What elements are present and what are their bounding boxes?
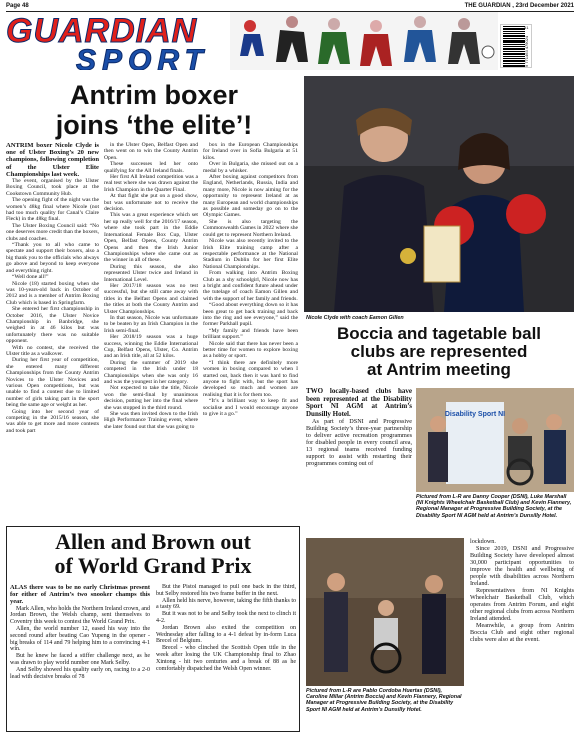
publication-date: THE GUARDIAN , 23rd December 2021 bbox=[464, 3, 574, 9]
barcode-issue: 51 bbox=[524, 25, 529, 30]
antrim-column-3: box in the European Championships for Ireland over in Sofia Bulgaria at 51 kilos. Over in Bulgaria, she missed out on a medal by a whisker. After boxing against competitors from England, Netherlands, Russia, India and many more, Nicole is now aiming for the opportunity to represent Ireland at as many European and world championships as possible and someday go on to the Olympic Games. She is also targeting the Commonwealth Games in 2022 where she could get to represent Northern Ireland. Nicole was also recently invited to the Irish Elite training camp after a respectable performance at the National Stadium in Dublin for her first Elite National Championships. From walking into Antrim Boxing Club as a shy schoolgirl, Nicole now has a bright and confident future ahead under the tutelage of coach Eamon Gillen and with the support of her family and friends. “Good about everything down so it has been great to get back training and back into the ring and see everyone,” said the former Parkhall pupil. “My family and friends have been brilliant support.” Nicole said that there has never been a better time for women to explore boxing as a hobby or sport. “I think there are definitely more women in boxing compared to when I started out, back then it was hard to find anyone to fight with, but the sport has developed so much and women are realising that it is for them too. “It’s a brilliant way to keep fit and socialise and I would encourage anyone to give it a go.” bbox=[203, 142, 298, 418]
boccia-photo-2-caption: Pictured from L-R are Pablo Cordoba Huertas (DSNI), Caroline Millar (Antrim Boccia) and Kevin Flannery, Regional Manager at Progressive Building Society, at the Disability Sport NI AGM held at Antrim’s Dunsilly Hotel. bbox=[306, 688, 462, 713]
antrim-column-2: in the Ulster Open, Belfast Open and then went on to win the County Antrim Open. These successes led her onto qualifying for the All Ireland finals. Her first All Ireland competition was a real test where she was drawn against the Irish Champion in the Quarter Final. At that fight she put on a good show, but was unfortunate not to receive the decision. This was a great experience which set her up really well for the 2016/17 season, where she took part in the Eddie International Female Box Cup, Ulster Open, Belfast Opens, County Antrim Opens and then the Irish Junior Championships where she came out as the winner in all of these. During this season, she also represented Ulster twice and Ireland in International Level. Her 2017/18 season was no test successful, but she still came away with titles in the Belfast Opens and claimed the titles at both the County Antrim and Ulster Championships. In that season, Nicole was unfortunate to be beaten by an Irish Champion in the Irish semi-final. Her 2018/19 season was a huge success, winning the Eddie International Cup, Belfast Opens, Ulster, Co. Antrim and an Irish title, all at 52 kilos. During the summer of 2019 she competed in the Irish under 18 Championships when she was only 16 and was the youngest in her category. Not expected to take the title, Nicole won the semi-final by unanimous decision, putting her into the final where she was stopped in the third round. She was then invited down to the Irish High Performance Training event, where she later found out that she was going to bbox=[104, 142, 198, 430]
antrim-column-1: ANTRIM boxer Nicole Clyde is one of Ulster Boxing’s 20 new champions, following completion of the Ulster Elite Championships last week. The event, organised by the Ulster Boxing Council, took place at the Cookstown Community Hub. The opening fight of the night was the women’s 48kg final where Nicole (not had too much quality for Canal’s Claire Fleck) in the 48kg final. The Ulster Boxing Council said: “No one deserves more credit than the boxers, clubs and coaches. “Thank you to all who came to spectate and support their boxers, also a big thank you to the officials who always go above and beyond to keep everyone and everything right. “Well done all!” Nicole (18) started boxing when she was 10-years-old back in October of 2012 and is a member of Antrim Boxing Club which is based in Springfarm. She entered her first championship in October 2016, the Ulster Novice Championship in Banbridge, she weighed in at 46 kilos but was unfortunately there was no suitable opponent. With no contest, she received the Ulster title as a walkover. During her first year of competition, she entered many different Championships from the County Antrim Novices to the Ulster Novices and various Open competitions, but was unable to find a contest due to limited number of girls taking part in the sport being the same age or weight as her. Going into her second year of competing in the 2015/16 season, she was able to get more and more contests and took part bbox=[6, 142, 99, 434]
boccia-group-photo-image bbox=[306, 538, 464, 686]
boccia-photo-2 bbox=[306, 538, 464, 686]
barcode bbox=[500, 24, 532, 68]
barcode-digits: 9 771463 479024 bbox=[524, 35, 529, 67]
page-number: Page 48 bbox=[6, 3, 29, 9]
group-photo-image bbox=[416, 388, 574, 492]
banner-text: Disability Sport NI bbox=[444, 411, 506, 418]
boccia-column-2: lockdown. Since 2019, DSNI and Progressive Building Society have developed almost 30,000 participant opportunities to improve the health and wellbeing of people with disabilities across Northern Ireland. Representatives from NI Knights Wheelchair Basketball Club, which operates from Antrim Forum, and eight other regional clubs from across Northern Ireland attended. Meanwhile, a group from Antrim Boccia Club and eight other regional clubs were also at the event. bbox=[470, 538, 574, 643]
sport-figures-image bbox=[230, 12, 498, 70]
nicole-clyde-photo bbox=[304, 76, 574, 312]
allen-column-2: But the Pistol managed to pull one back in the third, but Selby restored his two frame buffer in the next. Allen held his nerve, however, taking the fifth thanks to a tasty 69. But it was not to be and Selby took the next to clinch it 4-2. Jordan Brown also exited the competition on Wednesday after falling to a 4-1 defeat by in-form Luca Brecel of Belgium. Brecel - who clinched the Scottish Open title in the week after losing the UK Championship final to Zhao Xintong - hit two centuries and a break of 88 as he comfortably dispatched the Welsh Open winner. bbox=[156, 584, 296, 672]
boccia-headline: Boccia and tagetable ball clubs are represented at Antrim meeting bbox=[336, 324, 542, 379]
nicole-photo-caption: Nicole Clyde with coach Eamon Gillen bbox=[306, 315, 404, 321]
allen-column-1: ALAS there was to be no early Christmas present for either of Antrim’s two snooker champs this year. Mark Allen, who holds the Northern Ireland crown, and Jordan Brown, the Welsh champ, sent themselves to Coventry this week to contest the World Grand Prix. Allen, the world number 12, eased his way into the second round after beating Cao Yupeng in the opener - big breaks of 114 and 79 helping him to a convincing 4-1 win. But he knew he faced a stiffer challenge next, as he was drawn to play world number one Mark Selby. And Selby showed his quality early on, racing to a 2-0 lead with decisive breaks of 78 bbox=[10, 584, 150, 680]
boccia-photo-1 bbox=[416, 388, 574, 492]
boccia-photo-1-caption: Pictured from L-R are Danny Cooper (DSNI), Luke Marshall (NI Knights Wheelchair Basketball Club) and Kevin Flannery, Regional Manager at Progressive Building Society, at the Disability Sport NI AGM held at Antrim’s Dunsilly Hotel. bbox=[416, 494, 572, 519]
guardian-sport-logo: GUARDIAN SPORT bbox=[6, 12, 209, 70]
barcode-icon bbox=[503, 26, 525, 68]
antrim-headline: Antrim boxer joins ‘the elite’! bbox=[55, 80, 253, 140]
allen-headline: Allen and Brown out of World Grand Prix bbox=[54, 529, 252, 578]
boxing-photo-image bbox=[304, 76, 574, 312]
masthead bbox=[0, 12, 580, 70]
boccia-column-1: TWO locally-based clubs have been represented at the Disability Sport NI AGM at Antrim’s Dunsilly Hotel. As part of DSNI and Progressive Building Society’s three-year partnership to deliver active recreation programmes for disabled people in every council area, 13 regional teams received funding support to assist with restarting their programmes coming out of bbox=[306, 388, 412, 468]
